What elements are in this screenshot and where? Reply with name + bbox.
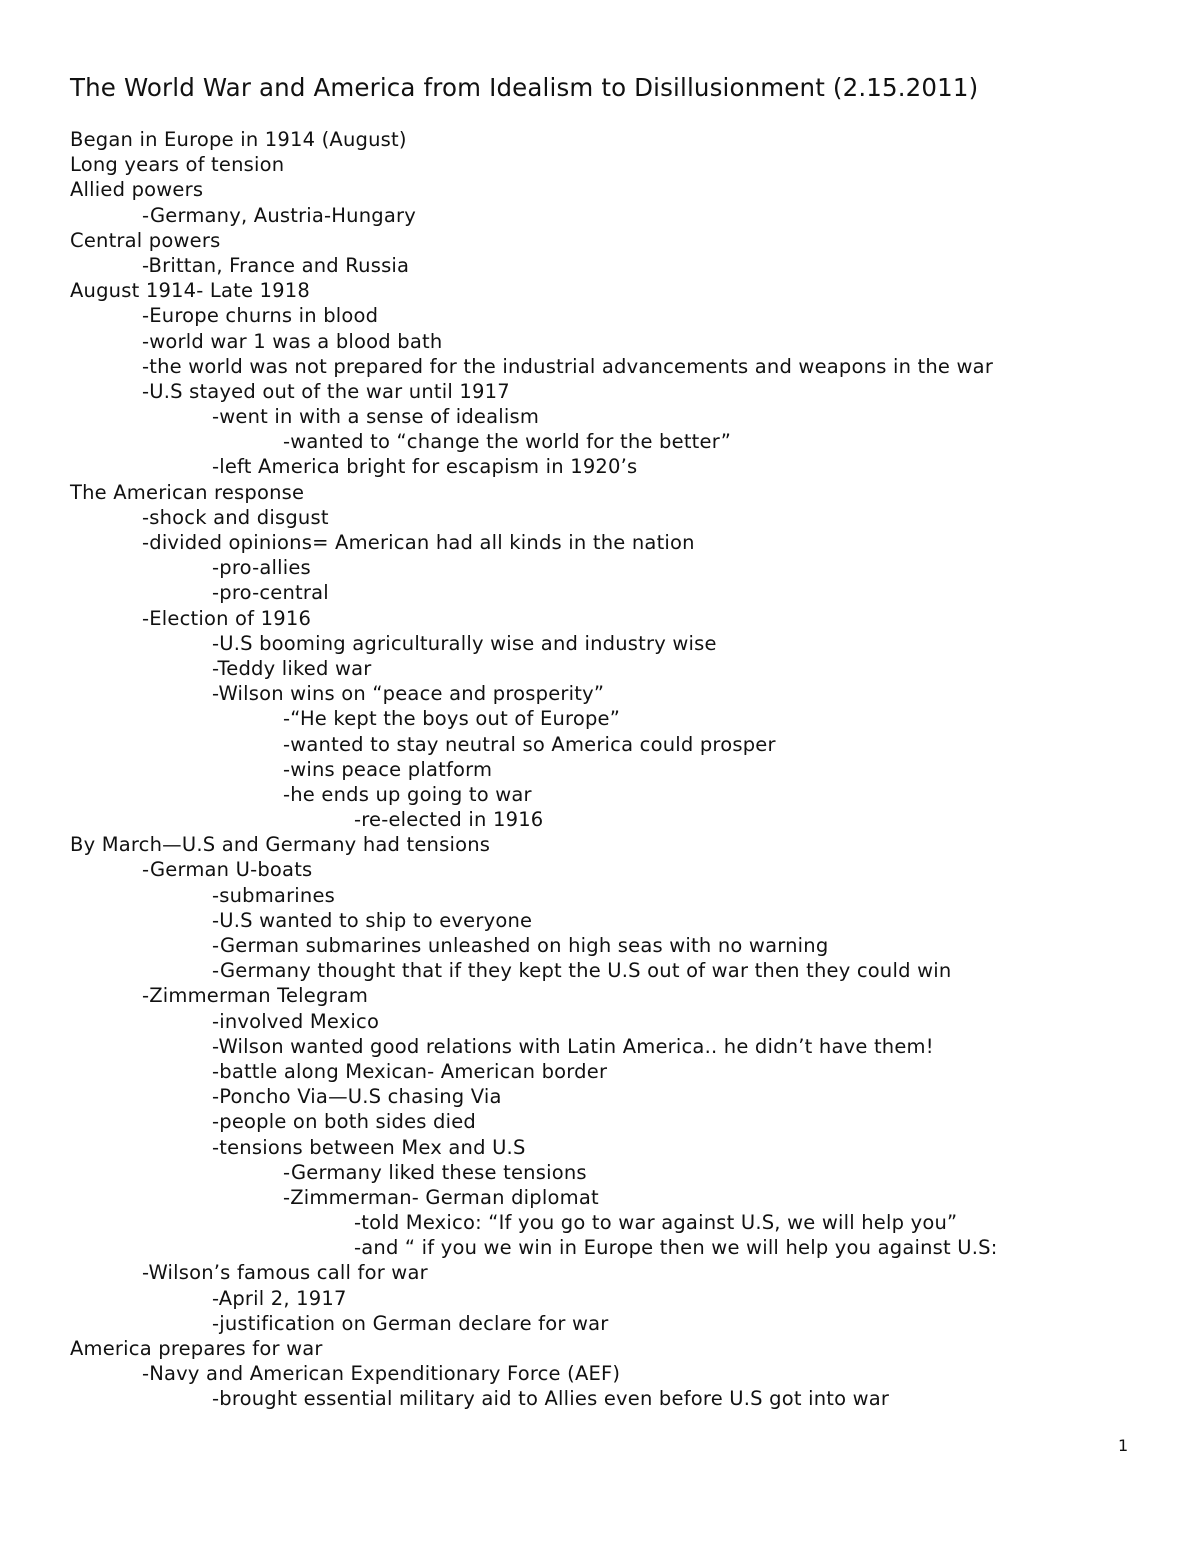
outline-item: -Wilson’s famous call for war (142, 1261, 428, 1285)
outline-item: -Navy and American Expenditionary Force (AEF) (142, 1362, 621, 1386)
outline-item: -“He kept the boys out of Europe” (283, 707, 621, 731)
outline-item: -Germany thought that if they kept the U.S out of war then they could win (212, 959, 952, 983)
outline-item: -wins peace platform (283, 757, 493, 781)
outline-item: -and “ if you we win in Europe then we will help you against U.S: (354, 1236, 998, 1260)
outline-heading: Long years of tension (70, 153, 285, 177)
outline-item: -tensions between Mex and U.S (212, 1135, 526, 1159)
outline-item: -wanted to “change the world for the better” (283, 430, 732, 454)
outline-item: -U.S booming agriculturally wise and industry wise (212, 631, 717, 655)
outline-item: -told Mexico: “If you go to war against U.S, we will help you” (354, 1211, 958, 1235)
outline-item: -Zimmerman- German diplomat (283, 1185, 599, 1209)
outline-heading: The American response (70, 480, 305, 504)
outline-item: -went in with a sense of idealism (212, 405, 540, 429)
outline-item: -April 2, 1917 (212, 1286, 347, 1310)
outline-heading: Began in Europe in 1914 (August) (70, 128, 407, 151)
outline-item: -the world was not prepared for the industrial advancements and weapons in the war (142, 354, 994, 378)
outline-heading: Central powers (70, 228, 221, 252)
outline-heading: America prepares for war (70, 1337, 323, 1360)
outline-item: -battle along Mexican- American border (212, 1059, 608, 1083)
outline-item: -Brittan, France and Russia (142, 253, 410, 277)
outline-item: -brought essential military aid to Allies even before U.S got into war (212, 1387, 890, 1411)
outline-item: -Wilson wanted good relations with Latin America.. he didn’t have them! (212, 1034, 934, 1058)
outline-item: -Germany, Austria-Hungary (142, 203, 416, 227)
outline-item: -U.S wanted to ship to everyone (212, 908, 533, 932)
outline-item: -U.S stayed out of the war until 1917 (142, 379, 510, 403)
page-number: 1 (1118, 1436, 1129, 1455)
outline-item: -justification on German declare for war (212, 1311, 609, 1335)
outline-item: -shock and disgust (142, 505, 329, 529)
outline-item: -re-elected in 1916 (354, 808, 544, 832)
outline-item: -wanted to stay neutral so America could prosper (283, 732, 776, 756)
outline-item: -Election of 1916 (142, 606, 312, 630)
outline-item: -Europe churns in blood (142, 304, 379, 328)
outline-item: -left America bright for escapism in 1920’s (212, 455, 638, 479)
outline-item: -involved Mexico (212, 1009, 380, 1033)
page-title: The World War and America from Idealism to Disillusionment (2.15.2011) (70, 73, 979, 102)
outline-item: -German submarines unleashed on high seas with no warning (212, 934, 829, 957)
outline-item: -world war 1 was a blood bath (142, 329, 443, 353)
outline-item: -he ends up going to war (283, 782, 532, 806)
outline-item: -pro-allies (212, 556, 311, 580)
outline-item: -Poncho Via—U.S chasing Via (212, 1085, 502, 1109)
outline-item: -Wilson wins on “peace and prosperity” (212, 682, 605, 706)
outline-item: -submarines (212, 883, 336, 907)
outline-item: -people on both sides died (212, 1110, 477, 1134)
outline-heading: By March—U.S and Germany had tensions (70, 833, 491, 857)
outline-item: -Germany liked these tensions (283, 1160, 587, 1184)
outline-item: -Teddy liked war (212, 656, 372, 680)
outline-heading: August 1914- Late 1918 (70, 279, 310, 303)
notes-outline (70, 127, 1140, 1412)
outline-item: -pro-central (212, 581, 329, 605)
outline-item: -divided opinions= American had all kinds in the nation (142, 531, 695, 554)
outline-heading: Allied powers (70, 178, 204, 202)
outline-item: -German U-boats (142, 858, 313, 882)
outline-item: -Zimmerman Telegram (142, 984, 369, 1008)
